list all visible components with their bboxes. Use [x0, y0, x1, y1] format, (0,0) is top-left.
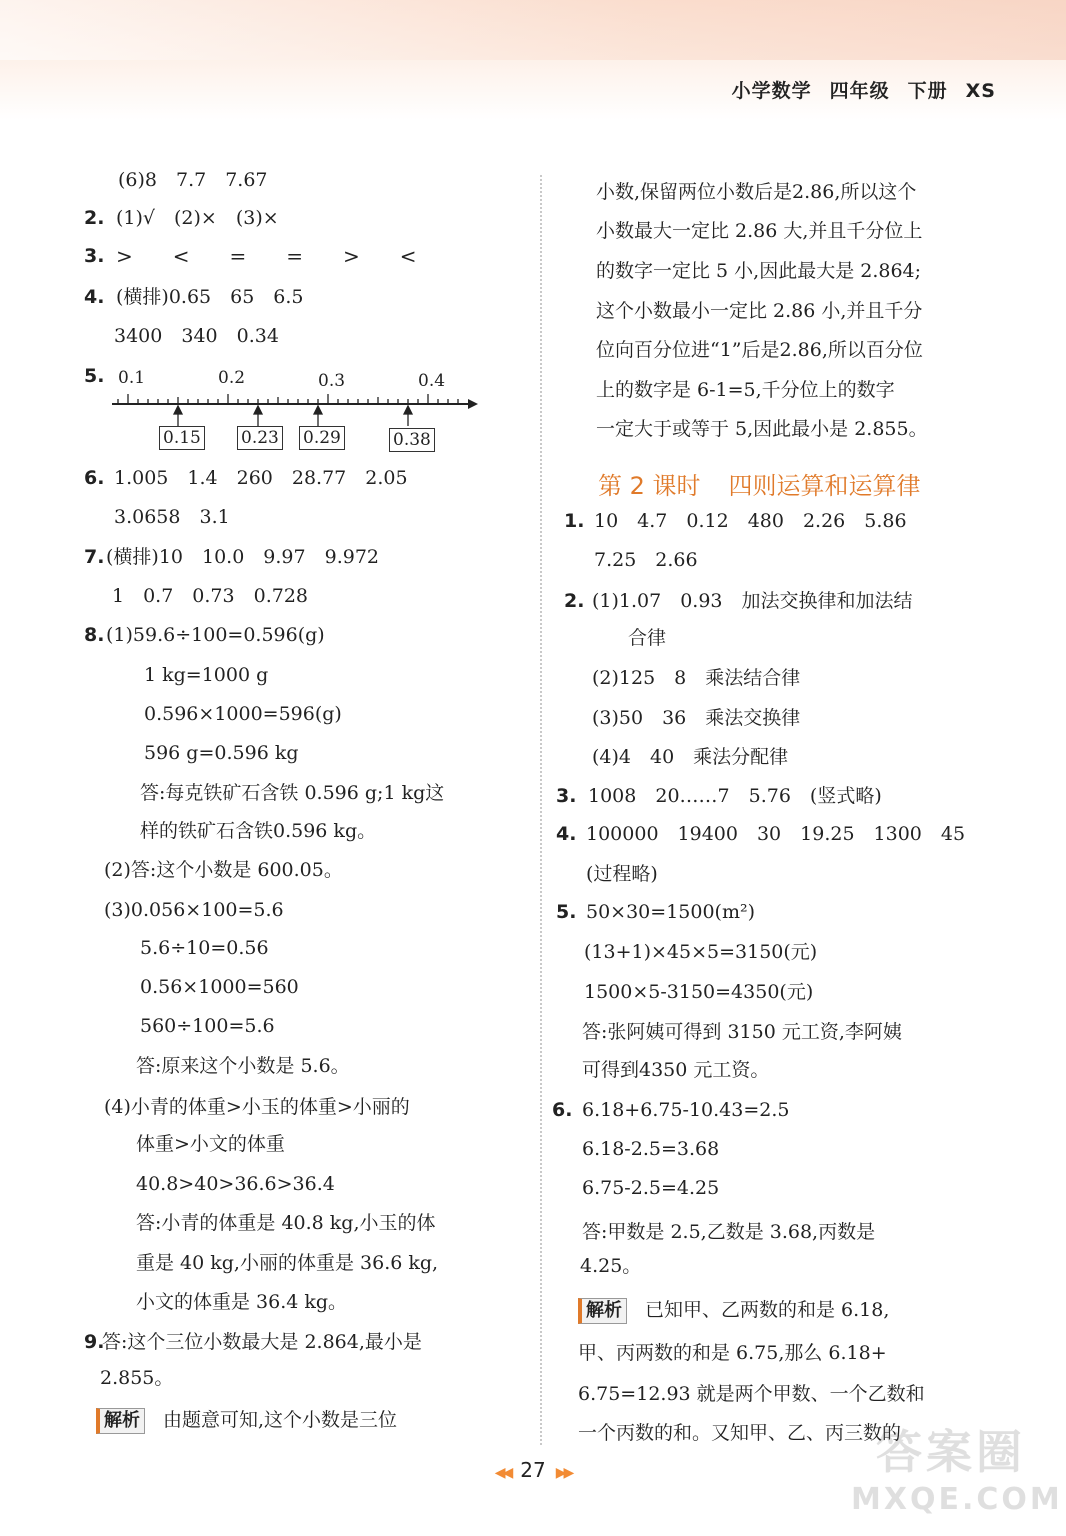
analysis-line: 位向百分位进“1”后是2.86,所以百分位 — [596, 339, 923, 361]
header-grade: 四年级 — [829, 80, 890, 102]
answer-line: 50×30=1500(m²) — [586, 901, 756, 923]
answer-box: 0.29 — [299, 426, 345, 450]
answer-line: 体重>小文的体重 — [136, 1133, 285, 1155]
header-edition: XS — [965, 80, 996, 102]
question-number: 5. — [84, 365, 105, 387]
question-number: 3. — [556, 785, 577, 807]
question-number: 6. — [84, 467, 105, 489]
answer-line: 5.6÷10=0.56 — [140, 937, 269, 959]
analysis-line — [578, 1296, 889, 1324]
answer-line: 答:张阿姨可得到 3150 元工资,李阿姨 — [582, 1021, 902, 1043]
pointer-arrowhead — [314, 406, 322, 414]
analysis-line: 甲、丙两数的和是 6.75,那么 6.18+ — [578, 1342, 887, 1364]
answer-line: 0.596×1000=596(g) — [144, 703, 342, 725]
header-subject: 小学数学 — [731, 80, 812, 102]
answer-line: 样的铁矿石含铁0.596 kg。 — [140, 820, 377, 842]
answer-line: 6.18+6.75-10.43=2.5 — [582, 1099, 790, 1121]
answer-line: > < = = > < — [116, 244, 427, 268]
analysis-line: 上的数字是 6-1=5,千分位上的数字 — [596, 379, 895, 401]
answer-line: 重是 40 kg,小丽的体重是 36.6 kg, — [136, 1252, 439, 1274]
answer-line: 合律 — [628, 627, 667, 649]
tick-label: 0.2 — [218, 368, 246, 388]
answer-line: (1)59.6÷100=0.596(g) — [106, 624, 325, 646]
answer-line: (过程略) — [586, 863, 658, 885]
lesson-topic: 四则运算和运算律 — [728, 472, 921, 500]
watermark-logo: 答案圈 MXQE.COM — [851, 1425, 1063, 1517]
analysis-text: 已知甲、乙两数的和是 6.18, — [645, 1299, 890, 1321]
pointer-arrowhead — [404, 406, 412, 414]
answer-line: 7.25 2.66 — [594, 549, 698, 571]
answer-line: 4.25。 — [580, 1255, 642, 1277]
answer-line: 3400 340 0.34 — [114, 325, 279, 347]
answer-line: 6.75-2.5=4.25 — [582, 1177, 720, 1199]
question-number: 7. — [84, 546, 105, 568]
answer-line: (1)√ (2)× (3)× — [116, 207, 279, 229]
answer-line: (3)50 36 乘法交换律 — [592, 707, 801, 729]
book-header — [714, 76, 996, 103]
analysis-line: 6.75=12.93 就是两个甲数、一个乙数和 — [578, 1383, 925, 1405]
answer-line: (2)答:这个小数是 600.05。 — [104, 859, 343, 881]
analysis-line: 一个丙数的和。又知甲、乙、丙三数的 — [578, 1422, 902, 1444]
analysis-line: 这个小数最小一定比 2.86 小,并且千分 — [596, 300, 923, 322]
answer-line: 1 0.7 0.73 0.728 — [112, 585, 309, 607]
question-number: 8. — [84, 624, 105, 646]
section-title — [598, 466, 921, 501]
answer-line: 答:每克铁矿石含铁 0.596 g;1 kg这 — [140, 782, 445, 804]
prev-arrow-icon: ◀◀ — [494, 1465, 511, 1481]
question-number: 5. — [556, 901, 577, 923]
answer-line: (4)小青的体重>小玉的体重>小丽的 — [104, 1096, 410, 1118]
answer-line: 3.0658 3.1 — [114, 506, 230, 528]
answer-box: 0.23 — [237, 426, 283, 450]
tick-label: 0.1 — [118, 368, 146, 388]
pointer-arrowhead — [254, 406, 262, 414]
answer-line: 答:这个三位小数最大是 2.864,最小是 — [102, 1331, 422, 1353]
answer-line: 小文的体重是 36.4 kg。 — [136, 1291, 348, 1313]
answer-line: 560÷100=5.6 — [140, 1015, 275, 1037]
analysis-text: 由题意可知,这个小数是三位 — [163, 1409, 398, 1431]
question-number: 3. — [84, 245, 105, 267]
answer-line: 1008 20……7 5.76 (竖式略) — [588, 785, 882, 807]
analysis-line: 小数,保留两位小数后是2.86,所以这个 — [596, 181, 917, 203]
answer-line: 2.855。 — [100, 1367, 174, 1389]
question-number: 9. — [84, 1331, 105, 1353]
question-number: 2. — [564, 590, 585, 612]
answer-line: 10 4.7 0.12 480 2.26 5.86 — [594, 510, 907, 532]
answer-line: 40.8>40>36.6>36.4 — [136, 1173, 335, 1195]
answer-line: 可得到4350 元工资。 — [582, 1059, 770, 1081]
page-number: 27 — [520, 1458, 546, 1482]
answer-line: 100000 19400 30 19.25 1300 45 — [586, 823, 966, 845]
answer-line: 1.005 1.4 260 28.77 2.05 — [114, 467, 408, 489]
question-number: 4. — [84, 286, 105, 308]
answer-box: 0.38 — [389, 428, 435, 452]
question-number: 4. — [556, 823, 577, 845]
analysis-line: 小数最大一定比 2.86 大,并且千分位上 — [596, 220, 923, 242]
answer-line: 6.18-2.5=3.68 — [582, 1138, 720, 1160]
answer-line: (6)8 7.7 7.67 — [118, 169, 268, 191]
answer-line: 答:甲数是 2.5,乙数是 3.68,丙数是 — [582, 1221, 876, 1243]
answer-line: (4)4 40 乘法分配律 — [592, 746, 789, 768]
question-number: 1. — [564, 510, 585, 532]
question-number: 6. — [552, 1099, 573, 1121]
pointer-arrowhead — [174, 406, 182, 414]
next-arrow-icon: ▶▶ — [555, 1465, 572, 1481]
analysis-line: 一定大于或等于 5,因此最小是 2.855。 — [596, 418, 928, 440]
analysis-line: 的数字一定比 5 小,因此最大是 2.864; — [596, 260, 922, 282]
lesson-number: 第 2 课时 — [598, 472, 701, 500]
question-number: 2. — [84, 207, 105, 229]
analysis-label: 解析 — [96, 1408, 145, 1434]
answer-line: (13+1)×45×5=3150(元) — [584, 941, 818, 963]
answer-line: 596 g=0.596 kg — [144, 742, 299, 764]
answer-line: 1500×5-3150=4350(元) — [584, 981, 814, 1003]
answer-line: (2)125 8 乘法结合律 — [592, 667, 801, 689]
tick-label: 0.4 — [418, 371, 446, 391]
answer-line: 1 kg=1000 g — [144, 664, 269, 686]
column-divider — [540, 175, 542, 1445]
answer-line: (横排)10 10.0 9.97 9.972 — [106, 546, 380, 568]
answer-box: 0.15 — [159, 426, 205, 450]
answer-line: (3)0.056×100=5.6 — [104, 899, 284, 921]
number-line — [110, 362, 480, 457]
header-volume: 下册 — [907, 80, 948, 102]
answer-line: 答:原来这个小数是 5.6。 — [136, 1055, 350, 1077]
answer-line: (横排)0.65 65 6.5 — [116, 286, 304, 308]
answer-line: 答:小青的体重是 40.8 kg,小玉的体 — [136, 1212, 436, 1234]
tick-label: 0.3 — [318, 371, 346, 391]
analysis-line — [96, 1406, 397, 1434]
answer-line: 0.56×1000=560 — [140, 976, 299, 998]
analysis-label: 解析 — [578, 1298, 627, 1324]
answer-line: (1)1.07 0.93 加法交换律和加法结 — [592, 590, 913, 612]
